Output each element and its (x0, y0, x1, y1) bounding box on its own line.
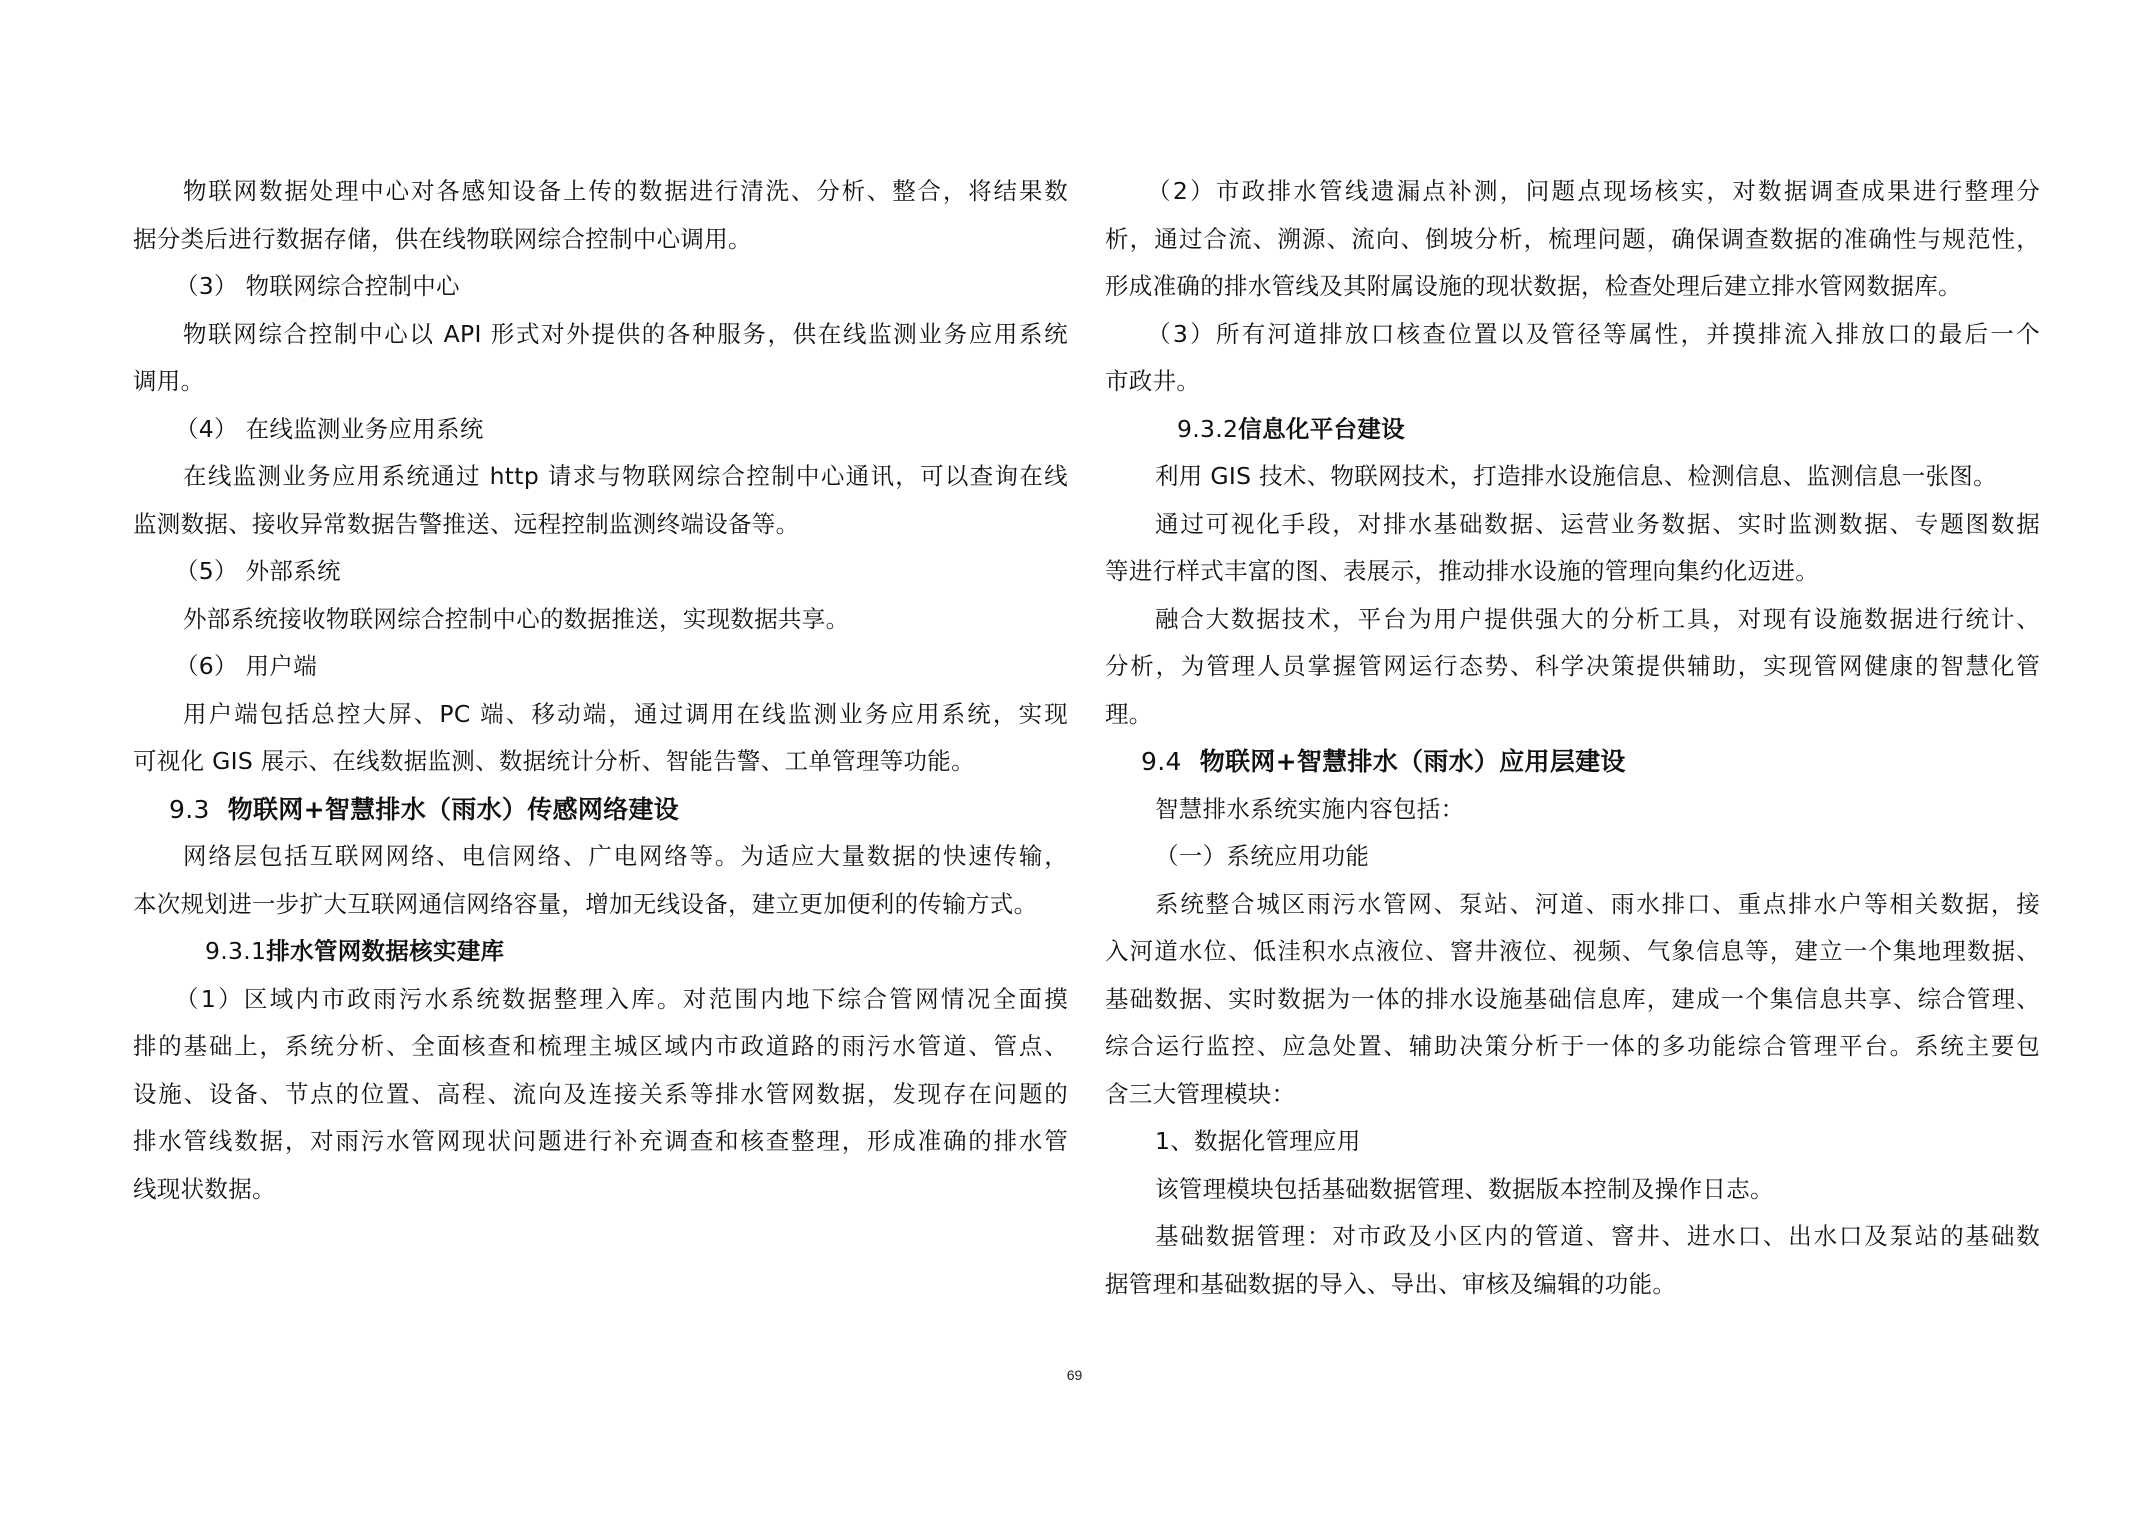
paragraph-line: 可视化 GIS 展示、在线数据监测、数据统计分析、智能告警、工单管理等功能。 (133, 747, 975, 775)
section-number: 9.3 (169, 794, 210, 824)
section-title: 信息化平台建设 (1238, 414, 1405, 443)
section-title: 物联网+智慧排水（雨水）传感网络建设 (227, 794, 680, 824)
section-number: 9.3.1 (205, 937, 267, 965)
paragraph-line: 分析，为管理人员掌握管网运行态势、科学决策提供辅助，实现管网健康的智慧化管 (1105, 652, 2040, 680)
section-number: 9.3.2 (1177, 414, 1239, 443)
paragraph-line: （3）所有河道排放口核查位置以及管径等属性，并摸排流入排放口的最后一个 (1147, 319, 2040, 348)
paragraph-line: （一）系统应用功能 (1155, 842, 1370, 870)
paragraph-line: （2）市政排水管线遗漏点补测，问题点现场核实，对数据调查成果进行整理分 (1147, 177, 2040, 205)
paragraph-line: 理。 (1105, 699, 1153, 728)
paragraph-line: 调用。 (133, 367, 205, 395)
paragraph-line: 利用 GIS 技术、物联网技术，打造排水设施信息、检测信息、监测信息一张图。 (1155, 462, 1997, 490)
paragraph-line: 该管理模块包括基础数据管理、数据版本控制及操作日志。 (1155, 1174, 1774, 1203)
paragraph-line: 物联网数据处理中心对各感知设备上传的数据进行清洗、分析、整合，将结果数 (183, 177, 1068, 205)
paragraph-line: 本次规划进一步扩大互联网通信网络容量，增加无线设备，建立更加便利的传输方式。 (133, 889, 1038, 918)
paragraph-line: 用户端包括总控大屏、PC 端、移动端，通过调用在线监测业务应用系统，实现 (183, 699, 1068, 728)
left-column (133, 168, 1068, 1213)
section-heading-9-4 (1105, 738, 2040, 786)
paragraph-line: 融合大数据技术，平台为用户提供强大的分析工具，对现有设施数据进行统计、 (1155, 604, 2040, 633)
paragraph-line: 排的基础上，系统分析、全面核查和梳理主城区域内市政道路的雨污水管道、管点、 (133, 1032, 1068, 1060)
paragraph-line: 设施、设备、节点的位置、高程、流向及连接关系等排水管网数据，发现存在问题的 (133, 1079, 1068, 1108)
paragraph-line: 析，通过合流、溯源、流向、倒坡分析，梳理问题，确保调查数据的准确性与规范性， (1105, 224, 2040, 253)
paragraph-line: 监测数据、接收异常数据告警推送、远程控制监测终端设备等。 (133, 509, 800, 538)
paragraph-line: 物联网综合控制中心以 API 形式对外提供的各种服务，供在线监测业务应用系统 (183, 319, 1068, 348)
section-heading-9-3 (133, 786, 1068, 834)
paragraph-line: 网络层包括互联网网络、电信网络、广电网络等。为适应大量数据的快速传输， (183, 842, 1068, 870)
paragraph-line: 智慧排水系统实施内容包括： (1155, 794, 1465, 823)
section-heading-9-3-2 (1105, 406, 2040, 454)
paragraph-line: 据管理和基础数据的导入、导出、审核及编辑的功能。 (1105, 1269, 1677, 1298)
paragraph-line: 通过可视化手段，对排水基础数据、运营业务数据、实时监测数据、专题图数据 (1155, 509, 2040, 538)
subheading-4: （4） 在线监测业务应用系统 (175, 414, 484, 443)
paragraph-line: 1、数据化管理应用 (1155, 1127, 1361, 1155)
section-number: 9.4 (1141, 747, 1182, 776)
paragraph-line: 排水管线数据，对雨污水管网现状问题进行补充调查和核查整理，形成准确的排水管 (133, 1127, 1068, 1155)
paragraph-line: 基础数据管理：对市政及小区内的管道、窨井、进水口、出水口及泵站的基础数 (1155, 1222, 2040, 1250)
paragraph-line: 据分类后进行数据存储，供在线物联网综合控制中心调用。 (133, 224, 752, 253)
paragraph-line: 在线监测业务应用系统通过 http 请求与物联网综合控制中心通讯，可以查询在线 (183, 462, 1068, 490)
section-title: 排水管网数据核实建库 (266, 937, 505, 965)
paragraph-line: 线现状数据。 (133, 1174, 276, 1203)
paragraph-line: 系统整合城区雨污水管网、泵站、河道、雨水排口、重点排水户等相关数据，接 (1155, 889, 2040, 918)
paragraph-line: 含三大管理模块： (1105, 1079, 1296, 1108)
page-number: 69 (1066, 1367, 1083, 1383)
subheading-5: （5） 外部系统 (175, 557, 341, 585)
paragraph-line: 入河道水位、低洼积水点液位、窨井液位、视频、气象信息等，建立一个集地理数据、 (1105, 937, 2040, 965)
paragraph-line: 市政井。 (1105, 367, 1201, 395)
paragraph-line: 等进行样式丰富的图、表展示，推动排水设施的管理向集约化迈进。 (1105, 557, 1819, 585)
section-heading-9-3-1 (133, 928, 1068, 976)
subheading-6: （6） 用户端 (175, 652, 318, 680)
paragraph-line: 形成准确的排水管线及其附属设施的现状数据，检查处理后建立排水管网数据库。 (1105, 272, 1962, 300)
section-title: 物联网+智慧排水（雨水）应用层建设 (1199, 747, 1626, 776)
paragraph-line: 基础数据、实时数据为一体的排水设施基础信息库，建成一个集信息共享、综合管理、 (1105, 984, 2040, 1013)
subheading-3: （3） 物联网综合控制中心 (175, 272, 460, 300)
paragraph-line: 外部系统接收物联网综合控制中心的数据推送，实现数据共享。 (183, 604, 850, 633)
paragraph-line: 综合运行监控、应急处置、辅助决策分析于一体的多功能综合管理平台。系统主要包 (1105, 1032, 2040, 1060)
paragraph-line: （1）区域内市政雨污水系统数据整理入库。对范围内地下综合管网情况全面摸 (175, 984, 1068, 1013)
right-column (1105, 168, 2040, 1308)
